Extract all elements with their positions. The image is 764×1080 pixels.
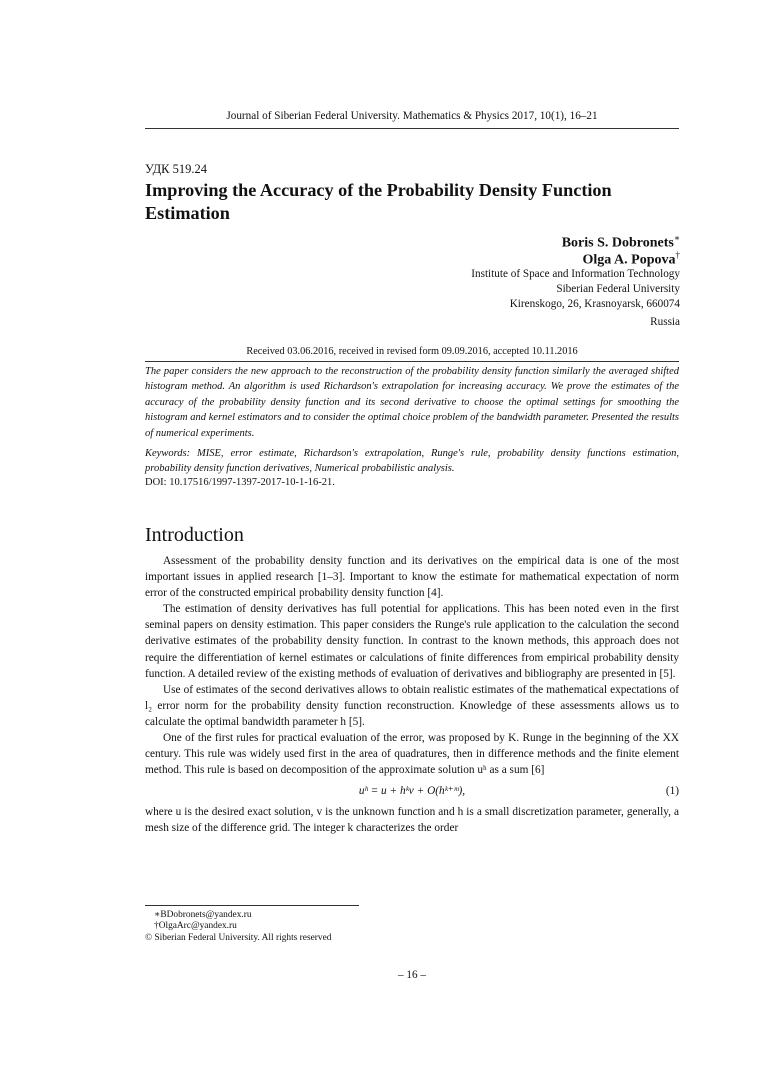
keywords-label: Keywords: xyxy=(145,448,191,459)
keywords-text: MISE, error estimate, Richardson's extrapolation, Runge's rule, probability density functions estimation, probability density function derivatives, Numerical probabilistic analysis. xyxy=(145,448,680,475)
equation-1 xyxy=(145,778,679,804)
equation-1-number: (1) xyxy=(665,785,679,798)
author-2-mark: † xyxy=(675,250,680,260)
udc-code: УДК 519.24 xyxy=(145,162,207,176)
author-2-name: Olga A. Popova xyxy=(582,252,676,268)
affiliation-institute: Institute of Space and Information Technology xyxy=(471,268,680,280)
affiliation-address: Kirenskogo, 26, Krasnoyarsk, 660074 xyxy=(509,298,680,310)
equation-1-formula: uʰ = u + hᵏv + O(hᵏ⁺ᵐ), xyxy=(358,785,466,798)
paragraph-4: One of the first rules for practical evaluation of the error, was proposed by K. Runge in the beginning of the XX century. This rule was widely used first in the area of quadratures, then in difference methods and the finite element method. This rule is based on decomposition of the approximate solution uʰ as a sum [6] xyxy=(145,732,679,777)
author-1-mark: ∗ xyxy=(673,233,680,243)
footnote-email-2: †OlgaArc@yandex.ru xyxy=(154,921,237,931)
paragraph-2: The estimation of density derivatives has full potential for applications. This has been noted even in the first seminal papers on density estimation. This paper considers the Runge's rule application to the calculation the second derivative estimates of the probability density function. In contrast to the known methods, this approach does not require the differentiation of kernel estimates or calculations of finite differences from empirical probability density function. A detailed review of the existing methods of evaluation of derivatives and bibliography are presented in [5]. xyxy=(145,603,679,680)
author-1 xyxy=(562,233,680,252)
footnote-email-1: ∗BDobronets@yandex.ru xyxy=(154,910,252,920)
doi: DOI: 10.17516/1997-1397-2017-10-1-16-21. xyxy=(145,477,335,488)
page-number: – 16 – xyxy=(398,969,426,981)
introduction-body xyxy=(145,553,679,837)
received-dates: Received 03.06.2016, received in revised form 09.09.2016, accepted 10.11.2016 xyxy=(246,346,578,357)
paragraph-5: where u is the desired exact solution, v is the unknown function and h is a small discretization parameter, generally, a mesh size of the difference grid. The integer k characterizes the order xyxy=(145,806,679,835)
paragraph-3: Use of estimates of the second derivatives allows to obtain realistic estimates of the mathematical expectations of l₂ error norm for the probability density function reconstruction. Knowledge of these assessments allows us to calculate the optimal bandwidth parameter h [5]. xyxy=(145,683,679,728)
header-rule xyxy=(145,128,679,129)
section-heading-introduction: Introduction xyxy=(145,524,244,546)
abstract: The paper considers the new approach to the reconstruction of the probability density function similarly the averaged shifted histogram method. An algorithm is used Richardson's extrapolation for increasing accuracy. We prove the estimates of the accuracy of the probability density function and its second derivative to choose the optimal settings for smoothing the histogram and kernel estimators and to consider the optimal choice problem of the bandwidth parameter. Presented the results of numerical experiments. xyxy=(145,366,679,439)
author-2 xyxy=(583,250,680,269)
footnote-copyright: © Siberian Federal University. All rights reserved xyxy=(145,933,332,943)
author-1-name: Boris S. Dobronets xyxy=(561,235,674,251)
journal-header: Journal of Siberian Federal University. Mathematics & Physics 2017, 10(1), 16–21 xyxy=(226,110,598,122)
affiliation-university: Siberian Federal University xyxy=(556,283,680,295)
paragraph-1: Assessment of the probability density function and its derivatives on the empirical data is one of the most important issues in applied research [1–3]. Important to know the estimate for mathematical expectation of norm error of the constructed empirical probability density function [4]. xyxy=(145,555,679,600)
affiliation-country: Russia xyxy=(650,316,680,328)
abstract-rule xyxy=(145,361,679,362)
footnote-rule xyxy=(145,905,359,906)
paper-title: Improving the Accuracy of the Probability Density Function Estimation xyxy=(145,180,612,223)
keywords xyxy=(145,446,679,477)
